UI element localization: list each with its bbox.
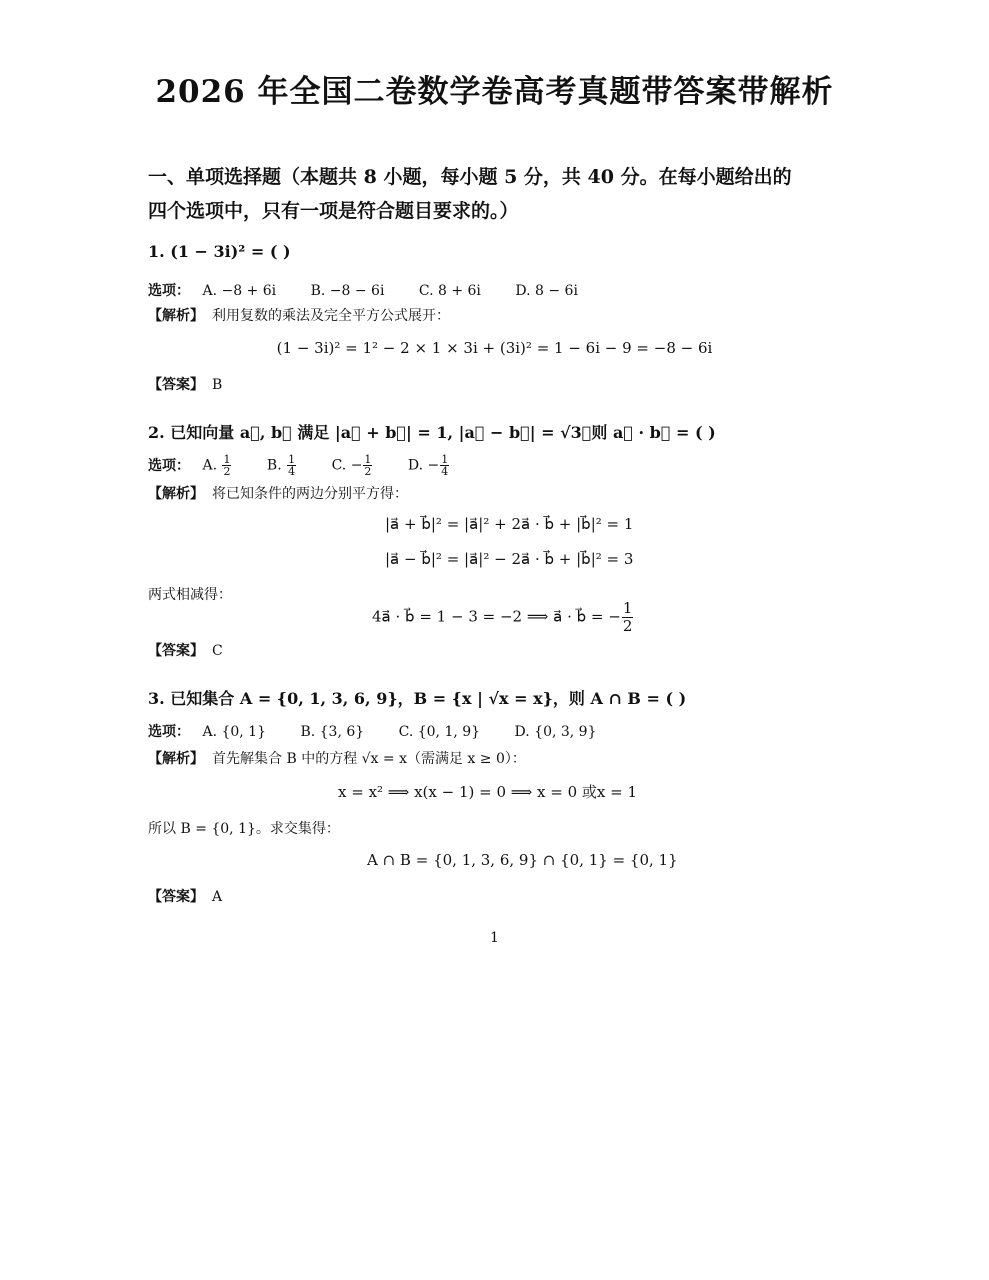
fraction-numerator: 1 [441, 453, 449, 466]
q2-option-b-fraction [287, 454, 296, 477]
q2-answer [148, 640, 223, 660]
q2-option-d-fraction [440, 454, 449, 477]
answer-label: 【答案】 [148, 643, 204, 659]
analysis-label: 【解析】 [148, 308, 204, 324]
q1-equation: (1 − 3i)² = 1² − 2 × 1 × 3i + (3i)² = 1 − 6i − 9 = −8 − 6i [276, 339, 713, 357]
q2-options [148, 454, 480, 477]
options-label: 选项： [148, 283, 190, 299]
q3-option-b: B. {3, 6} [300, 724, 365, 740]
q3-equation-1: x = x² ⟹ x(x − 1) = 0 ⟹ x = 0 或x = 1 [338, 783, 638, 801]
fraction-numerator: 1 [622, 599, 633, 617]
q2-equation-1: |a⃗ + b⃗|² = |a⃗|² + 2a⃗ · b⃗ + |b⃗|² = 1 [385, 515, 634, 533]
q3-option-d: D. {0, 3, 9} [514, 724, 597, 740]
page-title: 2026 年全国二卷数学卷高考真题带答案带解析 [155, 74, 834, 110]
q2-analysis-text: 将已知条件的两边分别平方得： [212, 486, 408, 502]
analysis-label: 【解析】 [148, 486, 204, 502]
q3-stem: 3. 已知集合 A = {0, 1, 3, 6, 9}，B = {x | √x = x}，则 A ∩ B = ( ) [148, 689, 687, 708]
fraction-numerator: 1 [223, 453, 231, 466]
fraction-denominator: 4 [288, 465, 296, 478]
q2-option-d-prefix: D. − [407, 457, 440, 474]
q1-option-a: A. −8 + 6i [202, 283, 277, 299]
q3-answer [148, 886, 222, 906]
q2-option-c-fraction [363, 454, 372, 477]
fraction-denominator: 2 [223, 465, 231, 478]
q2-option-b [267, 454, 297, 477]
q3-equation-2: A ∩ B = {0, 1, 3, 6, 9} ∩ {0, 1} = {0, 1} [367, 851, 678, 869]
q3-options [148, 721, 627, 741]
q2-option-c-prefix: C. − [331, 457, 363, 474]
page-number: 1 [490, 930, 499, 946]
q2-stem: 2. 已知向量 a⃗, b⃗ 满足 |a⃗ + b⃗| = 1, |a⃗ − b⃗| = √3，则 a⃗ · b⃗ = ( ) [148, 423, 716, 442]
q2-option-a [202, 454, 232, 477]
q1-options [148, 280, 608, 300]
fraction-numerator: 1 [364, 453, 372, 466]
q3-option-c: C. {0, 1, 9} [398, 724, 481, 740]
q3-so-text: 所以 B = {0, 1}。求交集得： [148, 821, 340, 837]
q1-analysis [148, 305, 450, 325]
q1-answer-value: B [212, 377, 223, 393]
fraction-numerator: 1 [288, 453, 296, 466]
q2-analysis [148, 483, 408, 503]
q1-option-b: B. −8 − 6i [310, 283, 385, 299]
q2-equation-3-text: 4a⃗ · b⃗ = 1 − 3 = −2 ⟹ a⃗ · b⃗ = − [372, 607, 621, 626]
answer-label: 【答案】 [148, 889, 204, 905]
fraction-denominator: 2 [364, 465, 372, 478]
options-label: 选项： [148, 724, 190, 740]
q1-stem: 1. (1 − 3i)² = ( ) [148, 242, 291, 261]
q2-equation-2: |a⃗ − b⃗|² = |a⃗|² − 2a⃗ · b⃗ + |b⃗|² = 3 [385, 550, 634, 568]
options-label: 选项： [148, 457, 190, 474]
section-heading-line2: 四个选项中，只有一项是符合题目要求的。） [148, 200, 519, 222]
q2-subtract-text: 两式相减得： [148, 587, 232, 603]
q3-analysis [148, 748, 526, 768]
answer-label: 【答案】 [148, 377, 204, 393]
q2-equation-3-fraction [622, 600, 634, 635]
section-heading [148, 160, 848, 228]
analysis-label: 【解析】 [148, 751, 204, 767]
q1-analysis-text: 利用复数的乘法及完全平方公式展开： [212, 308, 450, 324]
fraction-denominator: 4 [441, 465, 449, 478]
q2-option-b-prefix: B. [266, 457, 282, 474]
q1-option-c: C. 8 + 6i [418, 283, 481, 299]
q2-option-d [408, 454, 450, 477]
q2-option-a-fraction [222, 454, 231, 477]
section-heading-line1: 一、单项选择题（本题共 8 小题，每小题 5 分，共 40 分。在每小题给出的 [148, 166, 792, 188]
q1-answer [148, 374, 222, 394]
q3-analysis-text: 首先解集合 B 中的方程 √x = x（需满足 x ≥ 0）： [212, 751, 526, 767]
fraction-denominator: 2 [622, 617, 633, 635]
q2-equation-3 [372, 600, 634, 635]
q3-answer-value: A [212, 889, 223, 905]
q2-answer-value: C [212, 643, 223, 659]
q3-option-a: A. {0, 1} [202, 724, 266, 740]
q2-option-a-prefix: A. [202, 457, 218, 474]
q2-option-c [332, 454, 374, 477]
q1-option-d: D. 8 − 6i [515, 283, 578, 299]
